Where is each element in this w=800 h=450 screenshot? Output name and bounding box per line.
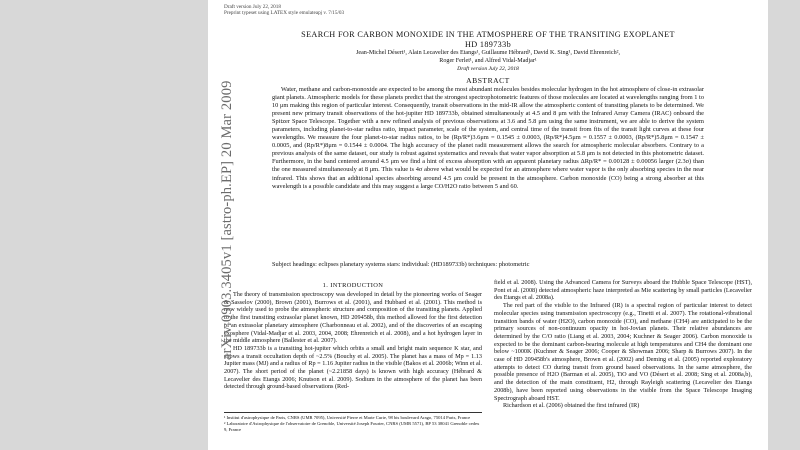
author-list (238, 49, 738, 65)
right-paragraph-3: Richardson et al. (2006) obtained the first infrared (IR) (503, 402, 640, 410)
paper-title-line2: HD 189733b (464, 40, 512, 49)
paper-page (208, 0, 768, 450)
left-column (224, 291, 482, 391)
abstract-heading: ABSTRACT (466, 76, 510, 85)
preprint-header-line: Preprint typeset using LATEX style emulateapj v. 7/15/03 (224, 10, 345, 16)
paper-title: SEARCH FOR CARBON MONOXIDE IN THE ATMOSPHERE OF THE TRANSITING EXOPLANET (301, 30, 675, 39)
arxiv-identifier: arXiv:0903.3405v1 [astro-ph.EP] 20 Mar 2009 (219, 80, 235, 360)
footnote-2: ² Laboratoire d'Astrophysique de l'observatoire de Grenoble, Université Joseph Fourier, CNRS (UMR 5571), BP 53 38041 Grenoble cedex 9, France (224, 421, 480, 432)
right-paragraph-1: field et al. 2008). Using the Advanced Camera for Surveys aboard the Hubble Space Telescope (HST), Pont et al. (2008) detected atmospheric haze interpreted as Mie scattering by small particles (Lecavelier des Etangs et al. 2008a). (494, 279, 752, 302)
draft-version: Draft version July 22, 2018 (457, 66, 519, 72)
intro-paragraph-2: HD 189733b is a transiting hot-jupiter which orbits a small and bright main sequence K star, and shows a transit occultation depth of ~2.5% (Bouchy et al. 2005). The planet has a mass of Mp = 1.13 Jupiter mass (MJ) and a radius of Rp = 1.16 Jupiter radius in the visible (Bakos et al. 2006b; Winn et al. 2007). The short period of the planet (~2.21858 days) is known with high accuracy (Hébrard & Lecavelier des Etangs 2006; Knutson et al. 2009). Sodium in the atmosphere of the planet has been detected through ground-based observations (Red- (224, 344, 482, 391)
draft-header-line: Draft version July 22, 2018 (224, 4, 281, 10)
abstract-body (272, 86, 704, 191)
footnote-1: ¹ Institut d'astrophysique de Paris, CNRS (UMR 7095), Université Pierre et Marie Curie, 98 bis boulevard Arago, 75014 Paris, France (224, 415, 471, 420)
introduction-heading: 1. INTRODUCTION (322, 282, 384, 289)
affiliation-footnotes (224, 412, 482, 433)
authors-line2: Roger Ferlet¹, and Alfred Vidal-Madjar¹ (439, 58, 537, 64)
right-paragraph-2: The red part of the visible to the Infrared (IR) is a spectral region of particular interest to detect molecular species using transmission spectroscopy (e.g., Tinetti et al. 2007). The rotational-vibrational transition bands of water (H2O), carbon monoxide (CO), and methane (CH4) are anticipated to be the primary sources of non-continuum opacity in hot-Jovian planets. Their relative abundances are determined by the C/O ratio (Liang et al. 2003, 2004; Kuchner & Seager 2006). Carbon monoxide is expected to be the dominant carbon-bearing molecule at high temperatures and CH4 the dominant one below ~1000K (Kuchner & Seager 2006; Cooper & Showman 2006; Sharp & Burrows 2007). In the case of HD 209458b's atmosphere, Brown et al. (2002) and Deming et al. (2005) reported exploratory attempts to detect CO during transit from ground based observations. In the same atmosphere, the possible presence of H2O (Barman et al. 2005), TiO and VO (Désert et al. 2008; Sing et al. 2008a,b), and the detection of the main constituent, H2, through Rayleigh scattering (Lecavelier des Etangs 2008b), have been reported using observations in the visible from the Space Telescope Imaging Spectrograph aboard HST. (494, 302, 752, 402)
authors-line1: Jean-Michel Désert¹, Alain Lecavelier des Etangs¹, Guillaume Hébrard¹, David K. Sing¹, David Ehrenreich², (356, 50, 620, 56)
intro-paragraph-1: The theory of transmission spectroscopy was developed in detail by the pioneering works of Seager & Sasselov (2000), Brown (2001), Burrows et al. (2001), and Hubbard et al. (2001). This method is now widely used to probe the atmospheric structure and composition of the transiting planets. Applied to the first transiting extrasolar planet known, HD 209458b, this method allowed for the first detection of an extrasolar planetary atmosphere (Charbonneau et al. 2002), and of the discoveries of an escaping exosphere (Vidal-Madjar et al. 2003, 2004, 2008; Ehrenreich et al. 2008), and a hot hydrogen layer in the middle atmosphere (Ballester et al. 2007). (224, 291, 482, 345)
abstract-text: Water, methane and carbon-monoxide are expected to be among the most abundant molecules besides molecular hydrogen in the hot atmosphere of close-in extrasolar giant planets. Atmospheric models for these planets predict that the strongest spectrophotometric features of those molecules are located at wavelengths ranging from 1 to 10 μm making this region of particular interest. Consequently, transit observations in the mid-IR allow the atmospheric content of transiting planets to be determined. We present new primary transit observations of the hot-jupiter HD 189733b, obtained simultaneously at 4.5 and 8 μm with the Infrared Array Camera (IRAC) onboard the Spitzer Space Telescope. Together with a new refined analysis of previous observations at 3.6 and 5.8 μm using the same instrument, we are able to derive the system parameters, including planet-to-star radius ratio, impact parameter, scale of the system, and central time of the transit from fits of the transit light curves at these four wavelengths. We measure the four planet-to-star radius ratios, to be (Rp/R*)3.6μm = 0.1545 ± 0.0003, (Rp/R*)4.5μm = 0.1557 ± 0.0003, (Rp/R*)5.8μm = 0.1547 ± 0.0005, and (Rp/R*)8μm = 0.1544 ± 0.0004. The high accuracy of the planet radii measurement allows the search for atmospheric molecular absorbers. Contrary to a previous analysis of the same dataset, our study is robust against systematics and reveals that water vapor absorption at 5.8 μm is not detected in this photometric dataset. Furthermore, in the band centered around 4.5 μm we find a hint of excess absorption with an apparent planetary radius ΔRp/R* = 0.00128 ± 0.00056 larger (2.3σ) than the one measured simultaneously at 8 μm. This value is 4σ above what would be expected for an atmosphere where water vapor is the only absorbing species in the near infrared. This shows that an additional species absorbing around 4.5 μm could be present in the atmosphere. Carbon monoxide (CO) being a strong absorber at this wavelength is a possible candidate and this may suggest a large CO/H2O ratio between 5 and 60. (272, 86, 704, 190)
subject-headings: Subject headings: eclipses planetary systems stars: individual: (HD189733b) techniques: photometric (272, 261, 530, 268)
right-column (494, 279, 752, 410)
